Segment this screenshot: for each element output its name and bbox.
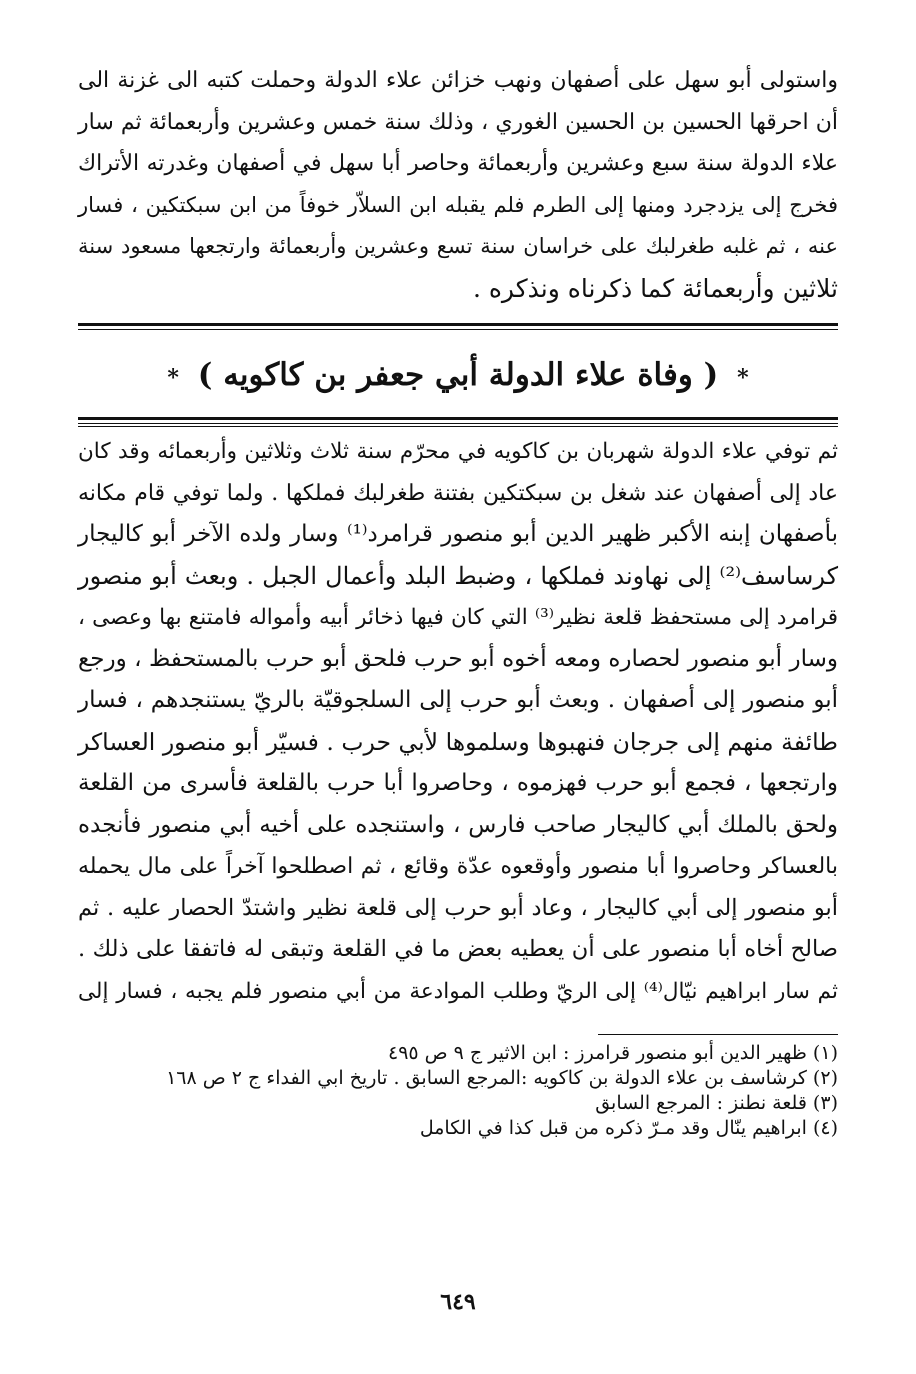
book-page (78, 60, 838, 1141)
footnotes (78, 1041, 838, 1141)
section-divider-top (78, 323, 838, 333)
section-title: ( وفاة علاء الدولة أبي جعفر بن كاكويه ) (197, 357, 719, 393)
top-paragraph (78, 60, 838, 309)
footnote-item: (٤) ابراهيم ينّال وقد مـرّ ذكره من قبل كذا في الكامل (419, 1117, 838, 1139)
text-line: بالعساكر وحاصروا أبا منصور وأوقعوه عدّة وقائع ، ثم اصطلحوا آخراً على مال يحمله (78, 854, 838, 879)
footnote-item: (٢) كرشاسف بن علاء الدولة بن كاكويه :المرجع السابق . تاريخ ابي الفداء ج ٢ ص ١٦٨ (166, 1067, 838, 1089)
text-line: ولحق بالملك أبي كاليجار صاحب فارس ، واستنجده على أخيه أبي منصور فأنجده (78, 811, 838, 838)
text-line: علاء الدولة سنة سبع وعشرين وأربعمائة وحاصر أبا سهل في أصفهان وغدرته الأتراك (78, 151, 838, 176)
text-line: ثم توفي علاء الدولة شهربان بن كاكويه في محرّم سنة ثلاث وثلاثين وأربعمائه وقد كان (78, 439, 838, 464)
text-line: واستولى أبو سهل على أصفهان ونهب خزائن علاء الدولة وحملت كتبه الى غزنة الى (78, 68, 838, 93)
page-number: ٦٤٩ (440, 1289, 476, 1315)
section-heading (78, 333, 838, 417)
text-line: قرامرد إلى مستحفظ قلعة نظير⁽³⁾ التي كان فيها ذخائر أبيه وأمواله فامتنع بها وعصى ، (78, 605, 838, 630)
text-line: أن احرقها الحسين بن الحسين الغوري ، وذلك سنة خمس وعشرين وأربعمائة ثم سار (78, 109, 838, 135)
footnote-item: (٣) قلعة نطنز : المرجع السابق (595, 1092, 838, 1114)
footnote-item: (١) ظهير الدين أبو منصور قرامرز : ابن الاثير ج ٩ ص ٤٩٥ (387, 1042, 838, 1064)
text-line: كرساسف⁽²⁾ إلى نهاوند فملكها ، وضبط البلد وأعمال الجبل . وبعث أبو منصور (78, 561, 838, 590)
text-line: ثلاثين وأربعمائة كما ذكرناه ونذكره . (472, 273, 838, 303)
main-paragraph (78, 431, 838, 1012)
text-line: وارتجعها ، فجمع أبو حرب فهزموه ، وحاصروا أبا حرب بالقلعة فأسرى من القلعة (78, 770, 838, 796)
star-ornament: * (737, 365, 749, 391)
text-line: أبو منصور إلى أبي كاليجار ، وعاد أبو حرب إلى قلعة نظير واشتدّ الحصار عليه . ثم (78, 894, 838, 921)
star-ornament: * (167, 365, 179, 391)
text-line: صالح أخاه أبا منصور على أن يعطيه بعض ما في القلعة وتبقى له فاتفقا على ذلك . (78, 936, 838, 962)
text-line: وسار أبو منصور لحصاره ومعه أخوه أبو حرب فلحق أبو حرب بالمستحفظ ، ورجع (78, 645, 838, 672)
text-line: طائفة منهم إلى جرجان فنهبوها وسلموها لأبي حرب . فسيّر أبو منصور العساكر (78, 727, 838, 756)
text-line: فخرج إلى يزدجرد ومنها إلى الطرم فلم يقبله ابن السلاّر خوفاً من ابن سبكتكين ، فسار (78, 192, 838, 217)
text-line: ثم سار ابراهيم نيّال⁽⁴⁾ إلى الريّ وطلب الموادعة من أبي منصور فلم يجبه ، فسار إلى (78, 978, 838, 1004)
text-line: عاد إلى أصفهان عند شغل بن سبكتكين بفتنة طغرلبك فملكها . ولما توفي قام مكانه (78, 480, 838, 506)
text-line: أبو منصور إلى أصفهان . وبعث أبو حرب إلى السلجوقيّة بالريّ يستنجدهم ، فسار (78, 687, 838, 713)
text-line: بأصفهان إبنه الأكبر ظهير الدين أبو منصور قرامرد⁽¹⁾ وسار ولده الآخر أبو كاليجار (78, 521, 838, 547)
text-line: عنه ، ثم غلبه طغرلبك على خراسان سنة تسع وعشرين وأربعمائة وارتجعها مسعود سنة (78, 234, 838, 258)
section-divider-bottom (78, 417, 838, 427)
